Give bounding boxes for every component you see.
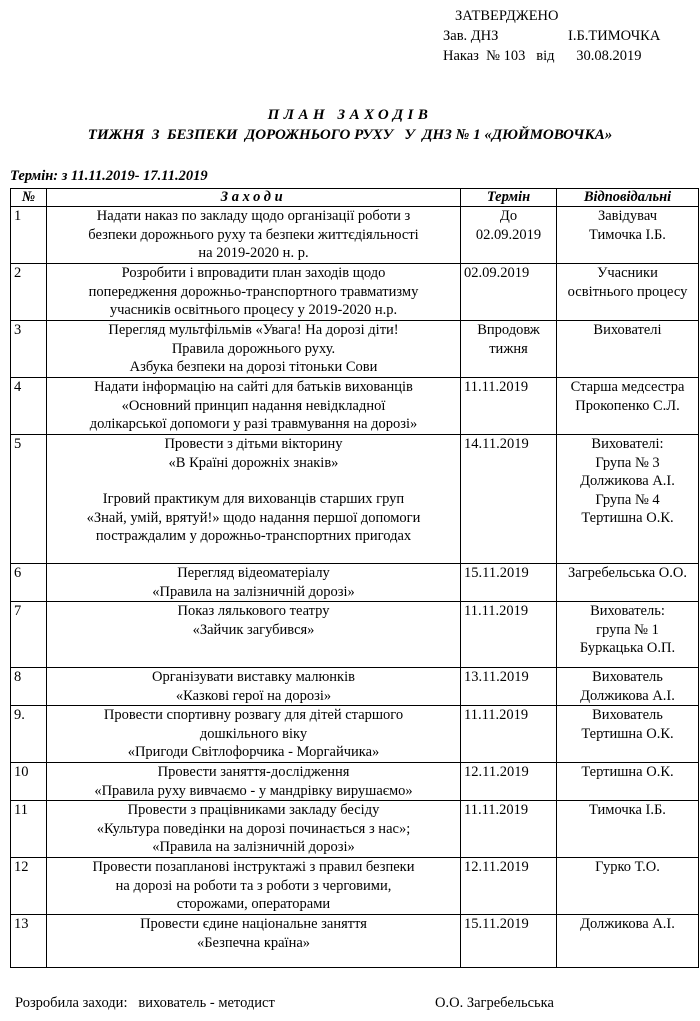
term-cell-line: 11.11.2019 xyxy=(464,379,529,395)
action-cell-line: «Зайчик загубився» xyxy=(192,621,315,638)
table-row xyxy=(11,801,699,858)
term-cell-line: 11.11.2019 xyxy=(464,603,529,619)
table-row xyxy=(11,668,699,706)
row-number: 1 xyxy=(11,207,47,264)
term-cell xyxy=(461,378,557,435)
action-cell-line: «В Країні дорожніх знаків» xyxy=(168,454,339,471)
table-row xyxy=(11,915,699,968)
developed-by: Розробила заходи: вихователь - методист xyxy=(15,995,275,1011)
responsible-cell xyxy=(557,378,699,435)
table-row xyxy=(11,706,699,763)
table-row xyxy=(11,321,699,378)
row-number: 2 xyxy=(11,264,47,321)
responsible-cell-line: Учасники xyxy=(597,265,658,281)
action-cell-line: учасників освітнього процесу у 2019-2020 н.р. xyxy=(109,302,398,318)
header-responsible: Відповідальні xyxy=(557,189,699,207)
responsible-cell xyxy=(557,706,699,763)
action-cell-line: Надати наказ по закладу щодо організації роботи з xyxy=(96,208,411,224)
term-cell xyxy=(461,264,557,321)
term-cell-line: 15.11.2019 xyxy=(464,916,529,932)
term-cell-line: 11.11.2019 xyxy=(464,707,529,723)
responsible-cell xyxy=(557,858,699,915)
term-cell xyxy=(461,602,557,668)
signature-name: О.О. Загребельська xyxy=(435,995,554,1011)
responsible-cell-line: Тимочка І.Б. xyxy=(589,802,666,818)
action-cell xyxy=(47,264,461,321)
action-cell-line: на 2019-2020 н. р. xyxy=(198,245,309,261)
row-number: 13 xyxy=(11,915,47,968)
responsible-cell-line: Група № 3 xyxy=(595,454,660,471)
term-cell xyxy=(461,915,557,968)
responsible-cell xyxy=(557,435,699,564)
row-number: 6 xyxy=(11,564,47,602)
action-cell-line xyxy=(50,472,457,490)
term-cell xyxy=(461,858,557,915)
row-number: 8 xyxy=(11,668,47,706)
action-cell xyxy=(47,706,461,763)
term-cell xyxy=(461,668,557,706)
approval-heading: ЗАТВЕРДЖЕНО xyxy=(455,8,559,24)
responsible-cell-line: освітнього процесу xyxy=(567,283,688,300)
term-cell xyxy=(461,706,557,763)
responsible-cell-line: Тертишна О.К. xyxy=(581,725,674,742)
term-cell-line: 02.09.2019 xyxy=(464,265,530,281)
row-number: 4 xyxy=(11,378,47,435)
row-number: 3 xyxy=(11,321,47,378)
action-cell xyxy=(47,915,461,968)
action-cell-line: Провести з працівниками закладу бесіду xyxy=(127,802,380,818)
header-num: № xyxy=(11,189,47,207)
table-row xyxy=(11,763,699,801)
responsible-cell-line: Вихователь: xyxy=(590,603,665,619)
responsible-cell-line: група № 1 xyxy=(596,621,659,638)
action-cell xyxy=(47,602,461,668)
term-cell-line: 11.11.2019 xyxy=(464,802,529,818)
action-cell-line: Провести спортивну розвагу для дітей старшого xyxy=(103,707,404,723)
action-cell-line: Провести єдине національне заняття xyxy=(140,916,367,932)
responsible-cell-line: Група № 4 xyxy=(595,491,660,508)
row-number: 10 xyxy=(11,763,47,801)
term-period: Термін: з 11.11.2019- 17.11.2019 xyxy=(10,168,208,184)
action-cell-line: Азбука безпеки на дорозі тітоньки Сови xyxy=(129,359,378,375)
responsible-cell xyxy=(557,763,699,801)
header-term: Термін xyxy=(461,189,557,207)
action-cell-line: Правила дорожнього руху. xyxy=(171,340,336,357)
action-cell xyxy=(47,564,461,602)
responsible-cell xyxy=(557,207,699,264)
action-cell xyxy=(47,378,461,435)
responsible-cell-line: Тертишна О.К. xyxy=(581,764,674,780)
responsible-cell-line: Должикова А.І. xyxy=(580,473,675,489)
row-number: 9. xyxy=(11,706,47,763)
action-cell xyxy=(47,763,461,801)
action-cell-line: долікарської допомоги у разі травмування на дорозі» xyxy=(89,416,418,432)
action-cell-line: Перегляд відеоматеріалу xyxy=(177,565,330,581)
action-cell xyxy=(47,435,461,564)
term-cell-line: 12.11.2019 xyxy=(464,764,529,780)
action-cell xyxy=(47,321,461,378)
action-cell-line: «Правила на залізничній дорозі» xyxy=(152,839,355,855)
action-cell-line: Провести заняття-дослідження xyxy=(157,764,350,780)
document-title: ПЛАН ЗАХОДІВ xyxy=(267,107,433,123)
responsible-cell xyxy=(557,801,699,858)
table-row xyxy=(11,564,699,602)
action-cell-line: сторожами, операторами xyxy=(176,896,331,912)
table-body xyxy=(11,207,699,968)
approval-name: І.Б.ТИМОЧКА xyxy=(568,28,661,44)
term-cell xyxy=(461,321,557,378)
action-cell-line: дошкільного віку xyxy=(199,725,308,742)
responsible-cell xyxy=(557,668,699,706)
responsible-cell xyxy=(557,564,699,602)
responsible-cell-line: Гурко Т.О. xyxy=(595,859,660,875)
responsible-cell-line: Тимочка І.Б. xyxy=(589,226,666,243)
row-number: 11 xyxy=(11,801,47,858)
term-cell-line: 13.11.2019 xyxy=(464,669,529,685)
term-cell xyxy=(461,564,557,602)
action-cell-line: Розробити і впровадити план заходів щодо xyxy=(121,265,386,281)
footer xyxy=(15,995,695,1012)
term-cell-line: тижня xyxy=(489,340,528,357)
action-cell-line: «Безпечна країна» xyxy=(196,934,311,951)
approval-position: Зав. ДНЗ xyxy=(443,28,499,44)
action-cell-line: «Правила руху вивчаємо - у мандрівку вирушаємо» xyxy=(94,782,413,799)
table-row xyxy=(11,378,699,435)
action-cell-line: «Основний принцип надання невідкладної xyxy=(121,397,386,414)
approval-block xyxy=(443,6,661,64)
term-cell xyxy=(461,763,557,801)
action-cell-line: Провести позапланові інструктажі з правил безпеки xyxy=(92,859,415,875)
action-cell-line: Організувати виставку малюнків xyxy=(152,669,355,685)
table-header-row xyxy=(11,189,699,207)
term-cell xyxy=(461,207,557,264)
responsible-cell-line: Вихователь xyxy=(592,707,663,723)
term-cell-line: Впродовж xyxy=(477,322,540,338)
action-cell-line: Перегляд мультфільмів «Увага! На дорозі діти! xyxy=(108,322,399,338)
term-cell-line: 02.09.2019 xyxy=(475,226,542,243)
table-row xyxy=(11,207,699,264)
responsible-cell-line: Загребельська О.О. xyxy=(568,565,687,581)
responsible-cell-line: Буркацька О.П. xyxy=(579,640,676,656)
action-cell-line: «Пригоди Світлофорчика - Моргайчика» xyxy=(127,744,380,760)
responsible-cell xyxy=(557,915,699,968)
term-cell xyxy=(461,801,557,858)
term-cell-line: 14.11.2019 xyxy=(464,436,529,452)
row-number: 12 xyxy=(11,858,47,915)
responsible-cell-line: Тертишна О.К. xyxy=(581,510,674,526)
responsible-cell-line: Вихователі: xyxy=(591,436,664,452)
term-cell xyxy=(461,435,557,564)
action-cell xyxy=(47,207,461,264)
action-cell xyxy=(47,858,461,915)
row-number: 5 xyxy=(11,435,47,564)
action-cell xyxy=(47,801,461,858)
action-cell-line: Провести з дітьми вікторину xyxy=(164,436,343,452)
action-cell-line: «Знай, умій, врятуй!» щодо надання першої допомоги xyxy=(86,509,421,526)
action-cell xyxy=(47,668,461,706)
action-cell-line: Надати інформацію на сайті для батьків вихованців xyxy=(94,379,413,395)
header-action: Заходи xyxy=(47,189,461,207)
approval-order: Наказ № 103 від 30.08.2019 xyxy=(443,48,642,64)
action-cell-line: на дорозі на роботи та з роботи з черговими, xyxy=(115,877,392,894)
responsible-cell xyxy=(557,321,699,378)
plan-table xyxy=(10,188,699,968)
table-row xyxy=(11,602,699,668)
action-cell-line: попередження дорожньо-транспортного травматизму xyxy=(88,283,419,300)
action-cell-line: постраждалим у дорожньо-транспортних пригодах xyxy=(95,528,412,544)
table-row xyxy=(11,858,699,915)
responsible-cell-line: Должикова А.І. xyxy=(580,687,675,704)
term-cell-line: 12.11.2019 xyxy=(464,859,529,875)
responsible-cell-line: Завідувач xyxy=(597,208,657,224)
responsible-cell-line: Старша медсестра xyxy=(570,379,685,395)
table-row xyxy=(11,264,699,321)
action-cell-line: «Казкові герої на дорозі» xyxy=(175,687,332,704)
approval-position-line xyxy=(443,26,661,46)
term-cell-line: 15.11.2019 xyxy=(464,565,529,581)
action-cell-line: Показ лялькового театру xyxy=(177,603,330,619)
responsible-cell-line: Должикова А.І. xyxy=(580,916,675,932)
action-cell-line: «Культура поведінки на дорозі починається з нас»; xyxy=(96,820,411,837)
term-cell-line: До xyxy=(499,208,518,224)
responsible-cell-line: Прокопенко С.Л. xyxy=(575,397,680,414)
responsible-cell xyxy=(557,264,699,321)
responsible-cell-line: Вихователь xyxy=(592,669,663,685)
document-subtitle: ТИЖНЯ З БЕЗПЕКИ ДОРОЖНЬОГО РУХУ У ДНЗ № 1 «ДЮЙМОВОЧКА» xyxy=(87,127,613,143)
responsible-cell-line: Вихователі xyxy=(593,322,662,338)
action-cell-line: «Правила на залізничній дорозі» xyxy=(152,583,355,600)
action-cell-line: безпеки дорожнього руху та безпеки життєдіяльності xyxy=(88,226,419,243)
table-row xyxy=(11,435,699,564)
action-cell-line: Ігровий практикум для вихованців старших груп xyxy=(102,491,405,507)
row-number: 7 xyxy=(11,602,47,668)
responsible-cell xyxy=(557,602,699,668)
